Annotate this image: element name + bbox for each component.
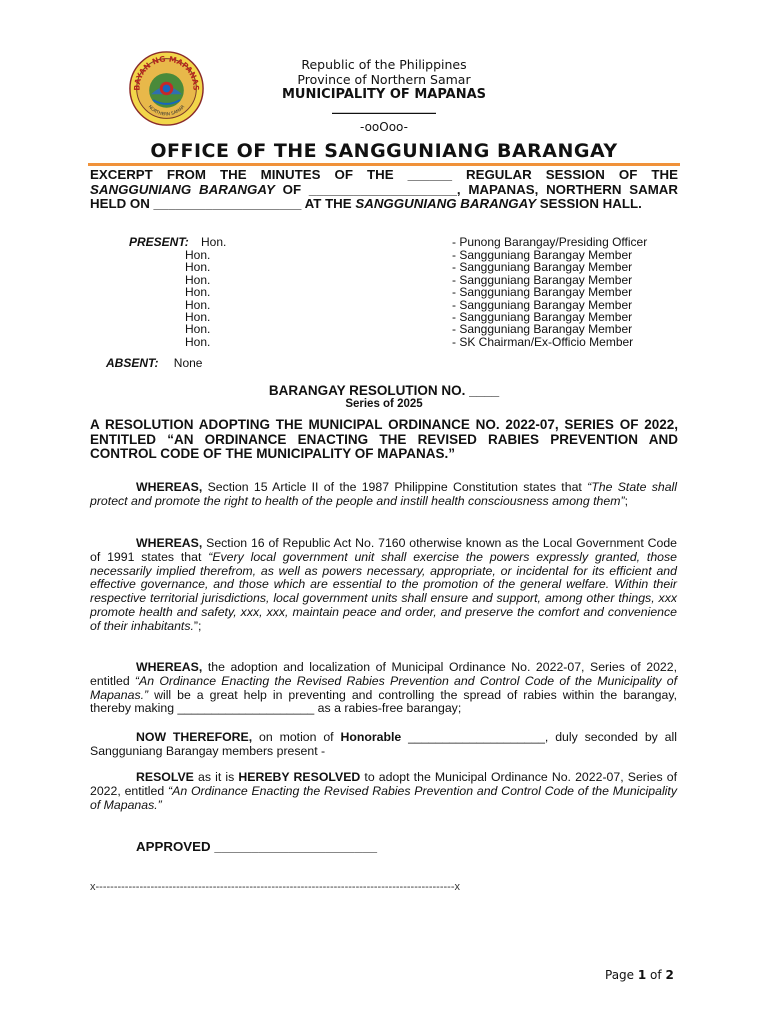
page-of: of: [646, 968, 666, 982]
orange-divider: [88, 163, 680, 166]
excerpt-text-3: SESSION HALL.: [536, 196, 642, 211]
resolve-lead: RESOLVE: [136, 770, 194, 784]
excerpt-text-1: EXCERPT FROM THE MINUTES OF THE ______ REGULAR SESSION OF THE: [90, 167, 678, 182]
present-role: - Sangguniang Barangay Member: [452, 285, 633, 299]
present-name: Hon.: [185, 335, 211, 349]
whereas-paragraph-1: [90, 481, 677, 509]
present-row: [0, 285, 768, 298]
whereas-quote: “The State shall protect and promote the right to health of the people and instill health consciousness among them”: [90, 480, 678, 508]
whereas-end: ;: [624, 493, 628, 508]
whereas-text: the adoption and localization of Municipal Ordinance No. 2022-07, Series of 2022, entitled: [90, 660, 677, 688]
header-province: Province of Northern Samar: [297, 72, 471, 87]
absent-value: None: [173, 356, 203, 370]
header-ornament: -ooOoo-: [360, 120, 408, 134]
whereas-text: Section 16 of Republic Act No. 7160 otherwise known as the Local Government Code of 1991 states that: [90, 536, 677, 564]
excerpt-italic-2: SANGGUNIANG BARANGAY: [355, 196, 537, 211]
therefore-text-1: on motion of: [252, 730, 341, 744]
present-role: - Sangguniang Barangay Member: [452, 322, 633, 336]
absent-label: ABSENT:: [106, 356, 159, 370]
whereas-lead: WHEREAS,: [136, 536, 203, 550]
page-total: 2: [665, 968, 674, 982]
present-row: [0, 235, 768, 248]
whereas-quote: “An Ordinance Enacting the Revised Rabies Prevention and Control Code of the Municipality of Mapanas.”: [90, 673, 677, 702]
resolve-text-1: as it is: [193, 770, 239, 784]
approved-line: APPROVED ______________________: [136, 839, 378, 854]
separator-line: x--------------------------------------------------------------------------------------------------x: [90, 881, 460, 893]
excerpt-italic-1: SANGGUNIANG BARANGAY: [90, 181, 275, 197]
present-role: - Sangguniang Barangay Member: [452, 273, 633, 287]
page-number: [605, 968, 674, 982]
resolution-number: BARANGAY RESOLUTION NO. ____: [268, 383, 500, 398]
present-role: - Sangguniang Barangay Member: [452, 298, 633, 312]
header-underline: ________________: [332, 100, 436, 115]
whereas-paragraph-2: [90, 537, 677, 634]
present-name: Hon.: [185, 285, 211, 299]
resolve-hereby: HEREBY RESOLVED: [238, 770, 361, 784]
present-role: - Sangguniang Barangay Member: [452, 260, 633, 274]
present-role: - SK Chairman/Ex-Officio Member: [452, 335, 634, 349]
present-name: Hon.: [185, 310, 211, 324]
present-role: - Punong Barangay/Presiding Officer: [452, 235, 648, 249]
present-name: Hon.: [185, 260, 211, 274]
present-row: [0, 322, 768, 335]
resolve-quote: “An Ordinance Enacting the Revised Rabies Prevention and Control Code of the Municipality of Mapanas.”: [90, 783, 677, 812]
present-name: Hon.: [185, 273, 211, 287]
present-label: PRESENT:: [129, 235, 189, 249]
whereas-text: Section 15 Article II of the 1987 Philippine Constitution states that: [202, 480, 588, 494]
header-republic: Republic of the Philippines: [301, 57, 467, 72]
page-prefix: Page: [605, 968, 638, 982]
header-municipality: MUNICIPALITY OF MAPANAS: [281, 87, 487, 102]
resolution-title: A RESOLUTION ADOPTING THE MUNICIPAL ORDINANCE NO. 2022-07, SERIES OF 2022, ENTITLED “AN ORDINANCE ENACTING THE REVISED RABIES PREVENTION AND CONTROL CODE OF THE MUNICIPALITY OF MAPANAS.”: [90, 417, 678, 461]
present-name: Hon.: [185, 322, 211, 336]
svg-text:NORTHERN SAMAR: NORTHERN SAMAR: [146, 104, 187, 118]
page-current: 1: [637, 968, 647, 982]
present-role: - Sangguniang Barangay Member: [452, 248, 633, 262]
excerpt-text-2: OF ____________________, MAPANAS, NORTHERN SAMAR HELD ON ____________________ AT THE: [90, 181, 678, 211]
therefore-honorable: Honorable: [340, 730, 402, 744]
resolve-text-2: to adopt the Municipal Ordinance No. 2022-07, Series of 2022, entitled: [90, 770, 677, 798]
resolve-paragraph: [90, 771, 677, 812]
present-name: Hon.: [185, 298, 211, 312]
absent-line: [106, 356, 202, 370]
therefore-lead: NOW THEREFORE,: [136, 730, 253, 744]
whereas-end: ”;: [193, 618, 202, 633]
office-title: OFFICE OF THE SANGGUNIANG BARANGAY: [150, 140, 618, 162]
whereas-quote: “Every local government unit shall exercise the powers expressly granted, those necessarily implied therefrom, as well as powers necessary, appropriate, or incidental for its efficient and effective governance, and those which are essential to the promotion of the general welfare. Within their respective territorial jurisdictions, local government units shall ensure and support, among other things, xxx promote health and safety, xxx, xxx, maintain peace and order, and preserve the comfort and convenience of their inhabitants.: [90, 549, 677, 633]
whereas-lead: WHEREAS,: [136, 480, 203, 494]
therefore-text-2: ____________________, duly seconded by all Sangguniang Barangay members present -: [90, 730, 677, 758]
now-therefore-paragraph: [90, 731, 677, 759]
whereas-lead: WHEREAS,: [136, 660, 203, 674]
present-name: Hon.: [201, 235, 227, 249]
present-row: [0, 260, 768, 273]
whereas-end: will be a great help in preventing and controlling the spread of rabies within the barangay, thereby making ____________________ as a rabies-free barangay;: [90, 687, 677, 716]
svg-text:BAYAN NG MAPANAS: BAYAN NG MAPANAS: [132, 54, 201, 91]
present-role: - Sangguniang Barangay Member: [452, 310, 633, 324]
present-name: Hon.: [185, 248, 211, 262]
excerpt-paragraph: [90, 168, 678, 212]
present-row: [0, 335, 768, 348]
resolution-series: Series of 2025: [345, 398, 423, 410]
whereas-paragraph-3: [90, 661, 677, 716]
